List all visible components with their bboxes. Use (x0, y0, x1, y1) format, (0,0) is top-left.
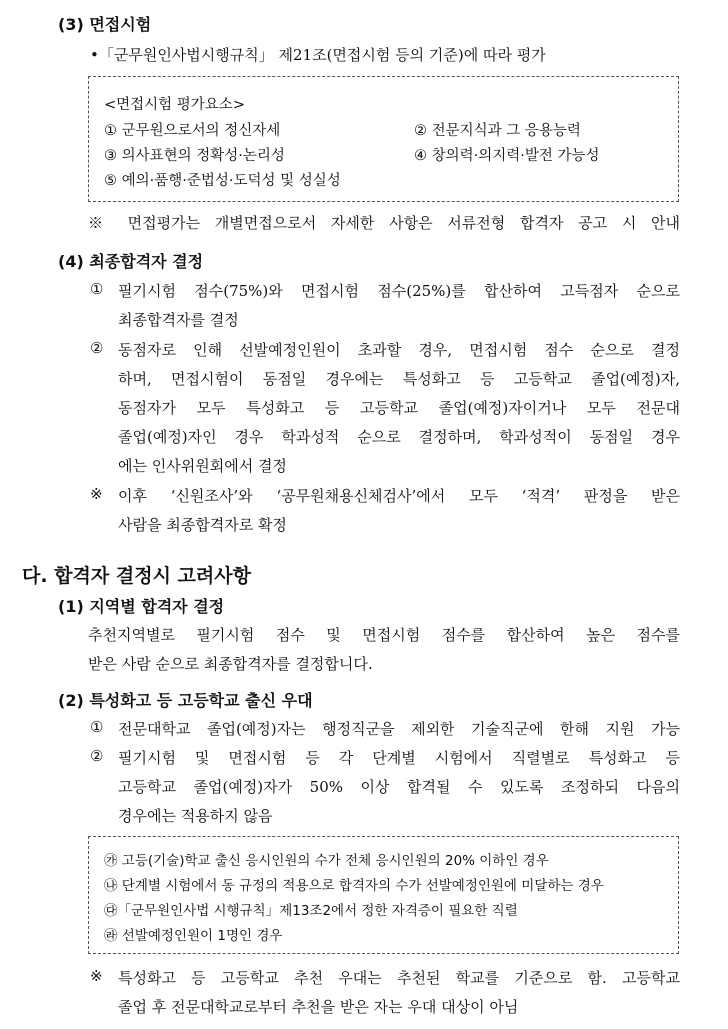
s4-item-2-marker: ② (90, 339, 104, 357)
s4-item-1-line-2: 최종합격자를 결정 (118, 311, 239, 329)
interview-note: ※ 면접평가는 개별면접으로서 자세한 사항은 서류전형 합격자 공고 시 안내 (88, 214, 680, 232)
s4-note-marker: ※ (90, 485, 103, 503)
d2-item-2-marker: ② (90, 747, 104, 765)
d2-note-marker: ※ (90, 967, 103, 985)
evaluation-item-3: ③ 의사표현의 정확성·논리성 (104, 148, 285, 164)
s4-note-line-1: 이후 ‘신원조사’와 ‘공무원채용신체검사’에서 모두 ‘적격’ 판정을 받은 (118, 487, 680, 505)
exception-item-2: ㉯ 단계별 시험에서 동 규정의 적용으로 합격자의 수가 선발예정인원에 미달하는 경우 (104, 878, 604, 894)
s4-item-2-line-3: 동점자가 모두 특성화고 등 고등학교 졸업(예정)자이거나 모두 전문대 (118, 399, 680, 417)
evaluation-box-title: <면접시험 평가요소> (104, 97, 245, 113)
evaluation-item-4: ④ 창의력·의지력·발전 가능성 (414, 148, 600, 164)
d2-item-1-line-1: 전문대학교 졸업(예정)자는 행정직군을 제외한 기술직군에 한해 지원 가능 (118, 720, 680, 738)
section-3-bullet: •「군무원인사법시행규칙」 제21조(면접시험 등의 기준)에 따라 평가 (90, 46, 546, 64)
s4-item-2-line-4: 졸업(예정)자인 경우 학과성적 순으로 결정하며, 학과성적이 동점일 경우 (118, 428, 680, 446)
d2-item-2-line-1: 필기시험 및 면접시험 등 각 단계별 시험에서 직렬별로 특성화고 등 (118, 749, 680, 767)
s4-item-2-line-1: 동점자로 인해 선발예정인원이 초과할 경우, 면접시험 점수 순으로 결정 (118, 341, 680, 359)
evaluation-item-1: ① 군무원으로서의 정신자세 (104, 123, 281, 139)
section-3-title: (3) 면접시험 (58, 15, 152, 34)
section-d-1-line-1: 추천지역별로 필기시험 점수 및 면접시험 점수를 합산하여 높은 점수를 (88, 626, 680, 644)
exception-item-3: ㉰「군무원인사법 시행규칙」제13조2에서 정한 자격증이 필요한 직렬 (104, 903, 518, 919)
s4-item-1-line-1: 필기시험 점수(75%)와 면접시험 점수(25%)를 합산하여 고득점자 순으로 (118, 282, 680, 300)
s4-note-line-2: 사람을 최종합격자로 확정 (118, 516, 287, 534)
d2-note-line-1: 특성화고 등 고등학교 추천 우대는 추천된 학교를 기준으로 함. 고등학교 (118, 969, 680, 987)
exception-item-1: ㉮ 고등(기술)학교 출신 응시인원의 수가 전체 응시인원의 20% 이하인 경우 (104, 853, 549, 869)
section-d-title: 다. 합격자 결정시 고려사항 (22, 565, 251, 587)
section-4-title: (4) 최종합격자 결정 (58, 252, 204, 271)
d2-item-1-marker: ① (90, 718, 104, 736)
evaluation-item-2: ② 전문지식과 그 응용능력 (414, 123, 581, 139)
section-d-1-line-2: 받은 사람 순으로 최종합격자를 결정합니다. (88, 655, 373, 673)
s4-item-2-line-2: 하며, 면접시험이 동점일 경우에는 특성화고 등 고등학교 졸업(예정)자, (118, 370, 680, 388)
s4-item-2-line-5: 에는 인사위원회에서 결정 (118, 457, 287, 475)
evaluation-item-5: ⑤ 예의·품행·준법성·도덕성 및 성실성 (104, 173, 341, 189)
section-d-1-title: (1) 지역별 합격자 결정 (58, 597, 225, 616)
s4-item-1-marker: ① (90, 280, 104, 298)
d2-item-2-line-3: 경우에는 적용하지 않음 (118, 807, 273, 825)
d2-note-line-2: 졸업 후 전문대학교로부터 추천을 받은 자는 우대 대상이 아님 (118, 998, 519, 1016)
exception-item-4: ㉱ 선발예정인원이 1명인 경우 (104, 928, 283, 944)
d2-item-2-line-2: 고등학교 졸업(예정)자가 50% 이상 합격될 수 있도록 조정하되 다음의 (118, 778, 680, 796)
section-d-2-title: (2) 특성화고 등 고등학교 출신 우대 (58, 691, 313, 710)
